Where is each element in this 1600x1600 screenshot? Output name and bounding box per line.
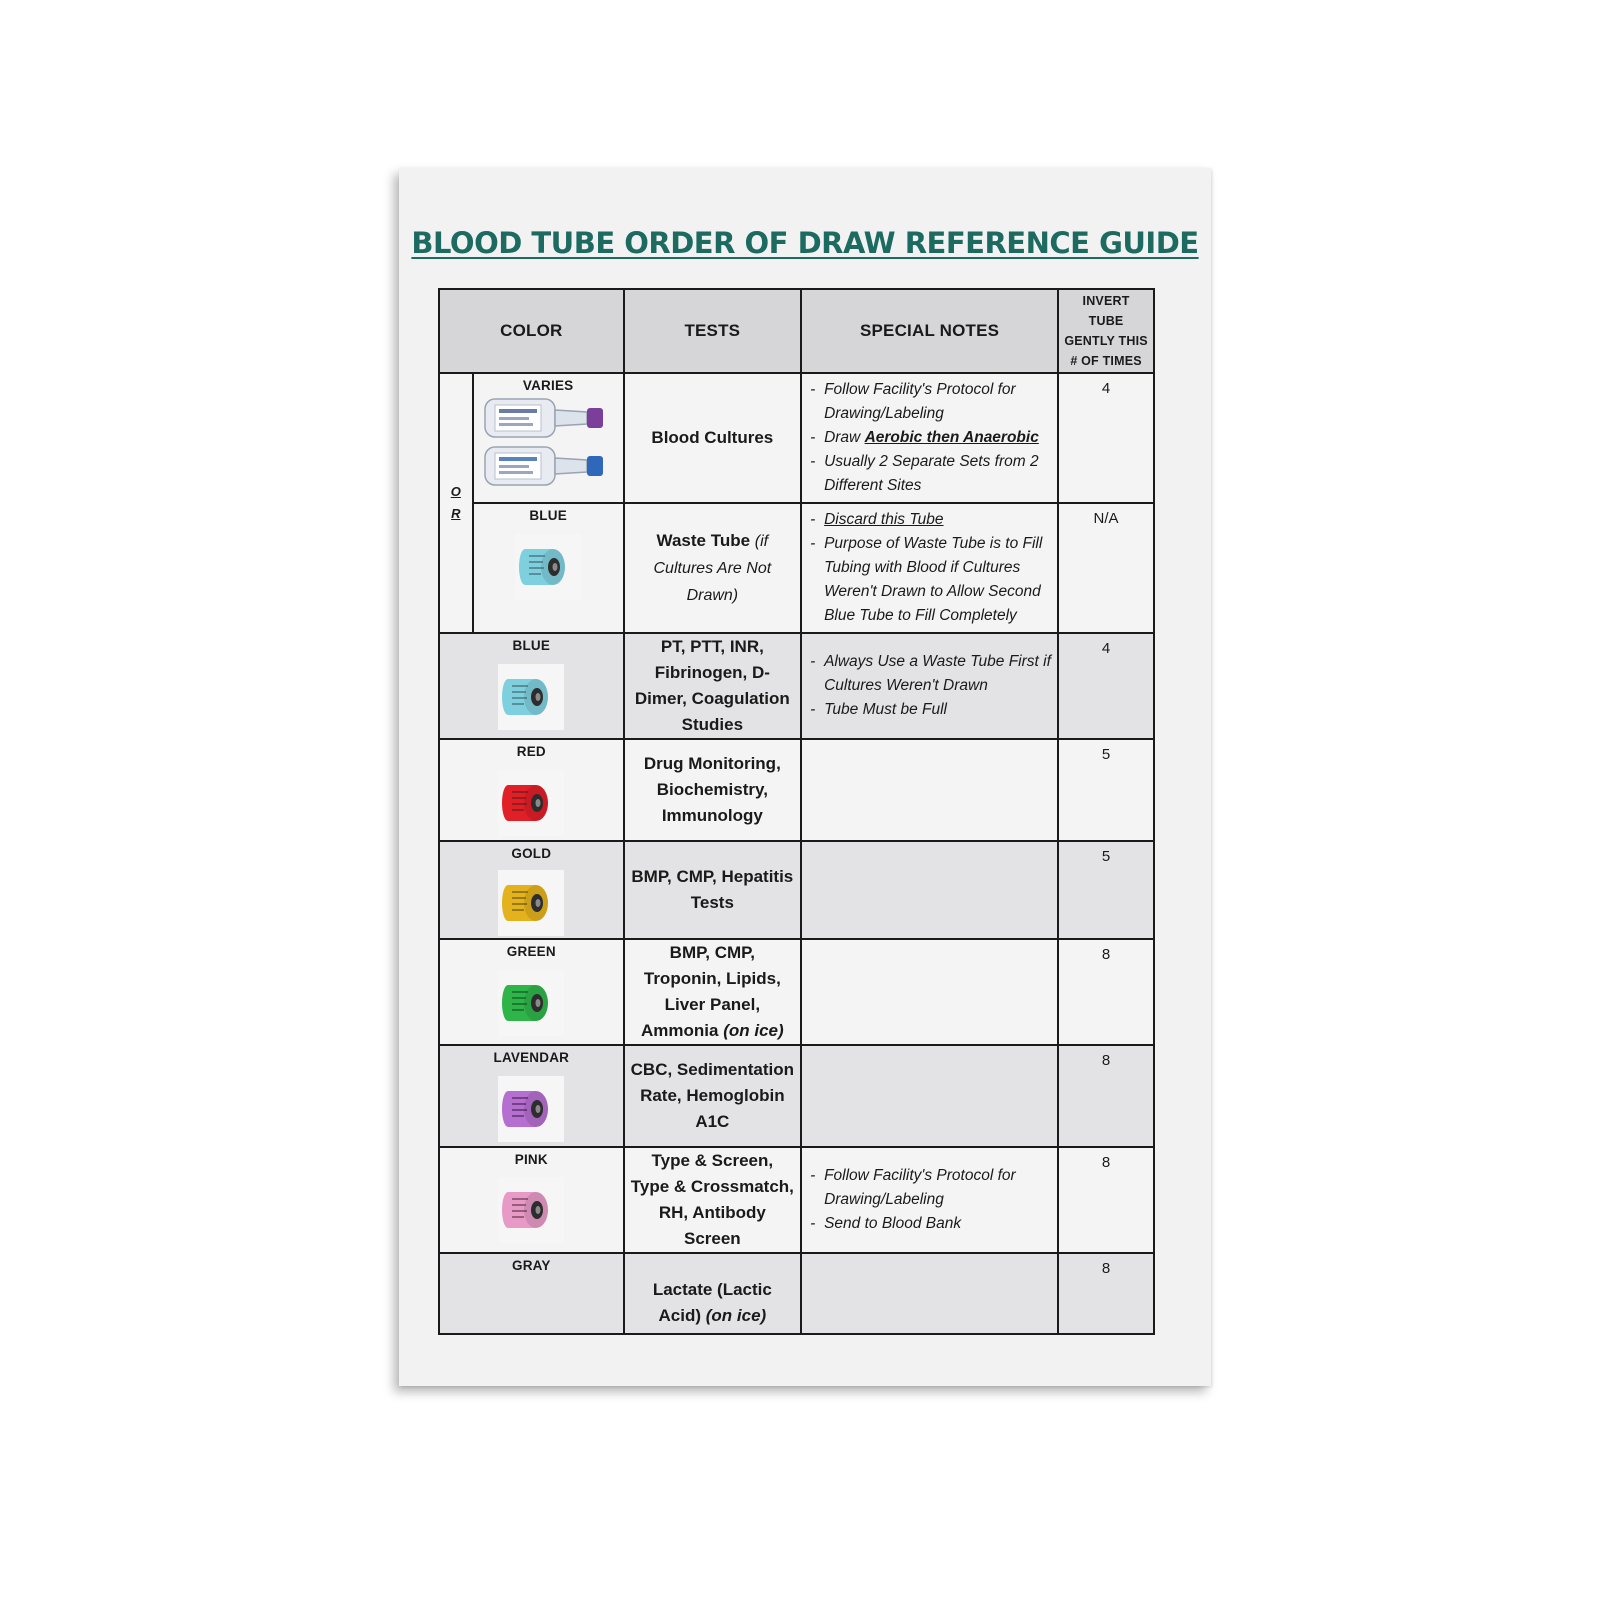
note-item: - Follow Facility's Protocol for Drawing/Labeling — [810, 1164, 1051, 1212]
table-row-blood-cultures — [439, 373, 1154, 503]
color-name: BLUE — [512, 638, 551, 653]
color-cell-gold — [439, 841, 624, 939]
color-name: LAVENDAR — [493, 1050, 570, 1065]
table-row-gray — [439, 1253, 1154, 1334]
order-of-draw-table — [438, 288, 1155, 1335]
table-row-green — [439, 939, 1154, 1045]
color-cell-varies — [473, 373, 624, 503]
color-cell-green — [439, 939, 624, 1045]
notes-cell — [801, 1045, 1058, 1147]
tests-cell: Blood Cultures — [624, 373, 801, 503]
header-color: COLOR — [439, 289, 624, 373]
tests-cell: BMP, CMP, Troponin, Lipids, Liver Panel, Ammonia (on ice) — [624, 939, 801, 1045]
gold-tube-cap-icon — [494, 868, 568, 938]
invert-count: 8 — [1058, 1253, 1154, 1334]
invert-count: 8 — [1058, 1147, 1154, 1253]
notes-cell — [801, 939, 1058, 1045]
table-row-blue — [439, 633, 1154, 739]
note-item: - Follow Facility's Protocol for Drawing/Labeling — [810, 378, 1051, 426]
table-row-lavendar — [439, 1045, 1154, 1147]
culture-bottle-anaerobic-icon — [483, 444, 613, 488]
notes-cell — [801, 503, 1058, 633]
invert-count: N/A — [1058, 503, 1154, 633]
note-item: - Always Use a Waste Tube First if Cultures Weren't Drawn — [810, 650, 1051, 698]
notes-cell — [801, 841, 1058, 939]
reference-poster — [399, 168, 1211, 1386]
blue-tube-cap-icon — [511, 530, 585, 604]
invert-count: 5 — [1058, 841, 1154, 939]
color-name: GOLD — [511, 846, 552, 861]
tests-cell: Lactate (Lactic Acid) (on ice) — [624, 1253, 801, 1334]
notes-cell — [801, 1147, 1058, 1253]
notes-cell — [801, 739, 1058, 841]
table-header-row — [439, 289, 1154, 373]
color-cell-blue-waste — [473, 503, 624, 633]
header-tests: TESTS — [624, 289, 801, 373]
color-name: GREEN — [506, 944, 556, 959]
note-item: - Usually 2 Separate Sets from 2 Different Sites — [810, 450, 1051, 498]
invert-count: 8 — [1058, 1045, 1154, 1147]
note-item: - Tube Must be Full — [810, 698, 1051, 722]
table-row-pink — [439, 1147, 1154, 1253]
header-invert-times: INVERT TUBE GENTLY THIS # OF TIMES — [1058, 289, 1154, 373]
culture-bottle-aerobic-icon — [483, 396, 613, 440]
lavendar-tube-cap-icon — [494, 1072, 568, 1146]
blue-tube-cap-icon — [494, 660, 568, 734]
notes-cell — [801, 373, 1058, 503]
red-tube-cap-icon — [494, 766, 568, 840]
note-item: - Draw Aerobic then Anaerobic — [810, 426, 1051, 450]
invert-count: 4 — [1058, 373, 1154, 503]
pink-tube-cap-icon — [494, 1174, 568, 1246]
color-cell-red — [439, 739, 624, 841]
note-item: - Discard this Tube — [810, 508, 1051, 532]
color-cell-blue — [439, 633, 624, 739]
color-name: GRAY — [512, 1258, 551, 1273]
note-item: - Send to Blood Bank — [810, 1212, 1051, 1236]
invert-count: 4 — [1058, 633, 1154, 739]
tests-cell: CBC, Sedimentation Rate, Hemoglobin A1C — [624, 1045, 801, 1147]
color-cell-lavendar — [439, 1045, 624, 1147]
table-row-waste-tube — [439, 503, 1154, 633]
color-name: PINK — [514, 1152, 548, 1167]
invert-count: 5 — [1058, 739, 1154, 841]
notes-cell — [801, 1253, 1058, 1334]
notes-cell — [801, 633, 1058, 739]
invert-count: 8 — [1058, 939, 1154, 1045]
tests-cell: Type & Screen, Type & Crossmatch, RH, Antibody Screen — [624, 1147, 801, 1253]
color-cell-pink — [439, 1147, 624, 1253]
color-name: VARIES — [522, 378, 574, 393]
table-row-red — [439, 739, 1154, 841]
or-label: O R — [439, 373, 473, 633]
note-item: - Purpose of Waste Tube is to Fill Tubing with Blood if Cultures Weren't Drawn to Allow Second Blue Tube to Fill Completely — [810, 532, 1051, 628]
color-cell-gray — [439, 1253, 624, 1334]
tests-cell: Drug Monitoring, Biochemistry, Immunology — [624, 739, 801, 841]
green-tube-cap-icon — [494, 966, 568, 1040]
color-name: RED — [516, 744, 546, 759]
color-name: BLUE — [529, 508, 567, 523]
poster-title: BLOOD TUBE ORDER OF DRAW REFERENCE GUIDE — [411, 226, 1199, 260]
tests-cell: PT, PTT, INR, Fibrinogen, D-Dimer, Coagulation Studies — [624, 633, 801, 739]
tests-cell: Waste Tube (if Cultures Are Not Drawn) — [624, 503, 801, 633]
header-special-notes: SPECIAL NOTES — [801, 289, 1058, 373]
table-row-gold — [439, 841, 1154, 939]
tests-cell: BMP, CMP, Hepatitis Tests — [624, 841, 801, 939]
